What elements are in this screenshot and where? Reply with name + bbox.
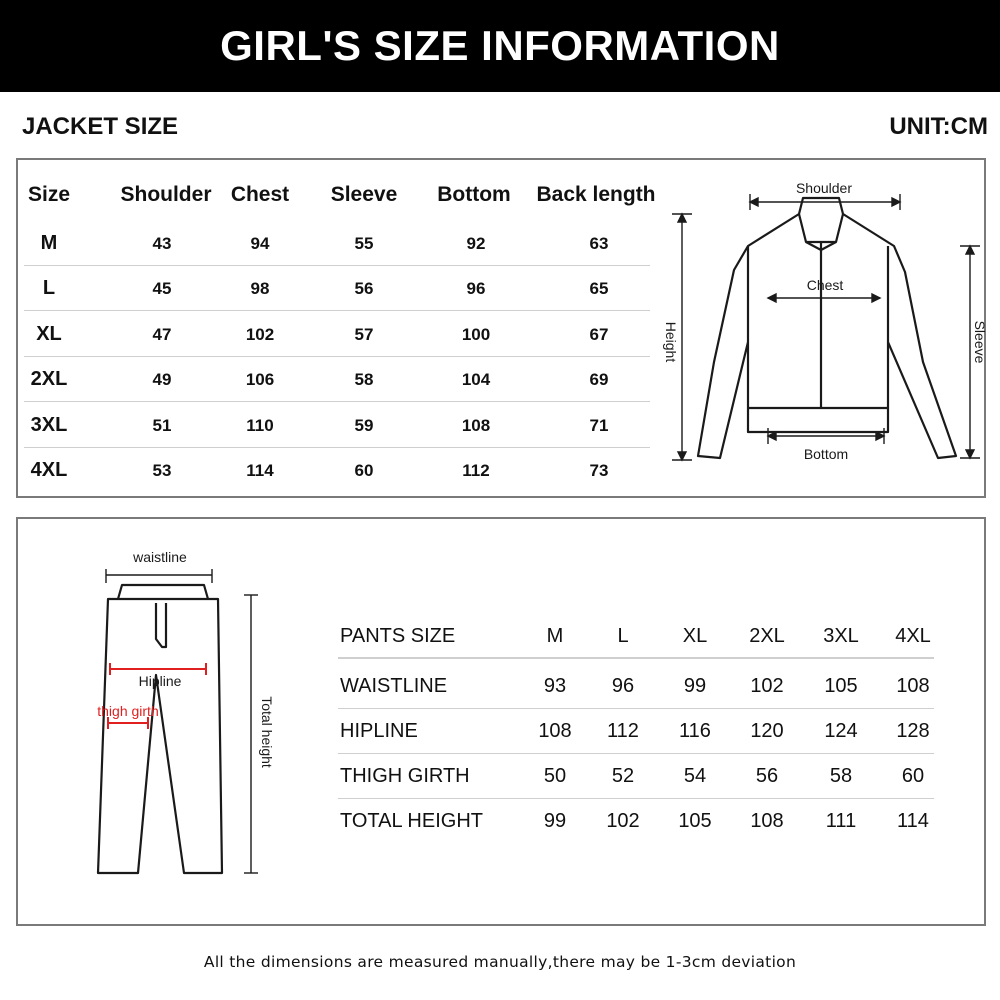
pants-row xyxy=(338,754,934,799)
jacket-size-cell: 4XL xyxy=(30,459,68,481)
jacket-value-cell: 67 xyxy=(589,324,609,344)
jacket-diagram xyxy=(662,174,988,484)
jacket-col-header: Chest xyxy=(230,182,290,206)
pants-row xyxy=(338,664,934,709)
jacket-row xyxy=(24,266,650,311)
shoulder-label: Shoulder xyxy=(795,180,853,196)
jacket-value-cell: 100 xyxy=(461,324,491,344)
chest-label: Chest xyxy=(806,277,844,293)
jacket-col-header: Bottom xyxy=(437,182,511,206)
total-height-label: Total height xyxy=(259,696,275,768)
page-title: GIRL'S SIZE INFORMATION xyxy=(220,22,780,69)
pants-value-cell: 99 xyxy=(543,810,567,832)
thigh-girth-label: thigh girth xyxy=(97,703,159,719)
pants-value-cell: 105 xyxy=(678,810,712,832)
jacket-size-cell: 3XL xyxy=(30,414,68,436)
jacket-value-cell: 60 xyxy=(354,460,374,480)
pants-value-cell: 116 xyxy=(679,720,711,742)
jacket-value-cell: 58 xyxy=(354,369,374,389)
jacket-value-cell: 92 xyxy=(466,233,486,253)
pants-value-cell: 105 xyxy=(824,675,858,697)
jacket-value-cell: 43 xyxy=(152,233,172,253)
pants-col-header: M xyxy=(546,625,564,647)
title-banner xyxy=(0,0,1000,92)
pants-row xyxy=(338,709,934,754)
pants-value-cell: 93 xyxy=(543,675,567,697)
jacket-value-cell: 55 xyxy=(354,233,374,253)
jacket-col-header: Size xyxy=(28,182,71,206)
pants-value-cell: 60 xyxy=(901,765,925,787)
jacket-col-header: Back length xyxy=(536,182,656,206)
jacket-row xyxy=(24,357,650,402)
pants-col-header: L xyxy=(617,625,629,647)
pants-value-cell: 58 xyxy=(829,765,853,787)
pants-measure-label: TOTAL HEIGHT xyxy=(340,810,483,832)
deviation-note: All the dimensions are measured manually,there may be 1-3cm deviation xyxy=(203,953,797,971)
pants-value-cell: 54 xyxy=(683,765,707,787)
pants-col-header: 4XL xyxy=(895,625,931,647)
pants-measure-label: THIGH GIRTH xyxy=(340,765,470,787)
jacket-value-cell: 57 xyxy=(354,324,374,344)
pants-value-cell: 50 xyxy=(543,765,567,787)
jacket-value-cell: 112 xyxy=(462,460,490,480)
jacket-table-header xyxy=(24,172,656,217)
jacket-value-cell: 114 xyxy=(246,460,274,480)
jacket-row xyxy=(24,403,650,448)
pants-value-cell: 111 xyxy=(825,810,857,832)
jacket-value-cell: 104 xyxy=(461,369,491,389)
jacket-value-cell: 49 xyxy=(152,369,172,389)
jacket-value-cell: 73 xyxy=(589,460,609,480)
jacket-value-cell: 71 xyxy=(589,415,609,435)
pants-value-cell: 108 xyxy=(896,675,930,697)
jacket-value-cell: 51 xyxy=(152,415,172,435)
jacket-size-cell: L xyxy=(42,277,56,299)
pants-measure-label: WAISTLINE xyxy=(340,675,448,697)
jacket-panel xyxy=(16,158,986,498)
pants-diagram xyxy=(78,539,288,879)
pants-value-cell: 99 xyxy=(683,675,707,697)
jacket-col-header: Shoulder xyxy=(120,182,212,206)
pants-value-cell: 96 xyxy=(611,675,635,697)
pants-measure-label: HIPLINE xyxy=(340,720,418,742)
unit-label: UNIT:CM xyxy=(889,113,988,140)
pants-col-header: 3XL xyxy=(823,625,859,647)
jacket-value-cell: 65 xyxy=(589,278,609,298)
height-label: Height xyxy=(663,321,679,363)
jacket-value-cell: 53 xyxy=(152,460,172,480)
bottom-label: Bottom xyxy=(803,446,849,462)
jacket-row xyxy=(24,221,650,266)
pants-row xyxy=(338,799,934,844)
pants-value-cell: 102 xyxy=(606,810,640,832)
jacket-section-label: JACKET SIZE xyxy=(22,113,179,140)
jacket-value-cell: 98 xyxy=(250,278,270,298)
pants-col-header: 2XL xyxy=(749,625,785,647)
pants-outline xyxy=(98,599,222,873)
jacket-outline xyxy=(698,198,956,458)
jacket-value-cell: 110 xyxy=(246,415,274,435)
jacket-size-cell: M xyxy=(40,232,58,254)
pants-panel xyxy=(16,517,986,926)
pants-col-header: PANTS SIZE xyxy=(340,625,456,647)
jacket-value-cell: 102 xyxy=(245,324,275,344)
jacket-value-cell: 106 xyxy=(245,369,275,389)
jacket-size-cell: 2XL xyxy=(30,368,68,390)
pants-value-cell: 108 xyxy=(538,720,572,742)
jacket-size-cell: XL xyxy=(36,323,62,345)
waistline-label: waistline xyxy=(133,549,187,565)
pants-value-cell: 114 xyxy=(897,810,929,832)
hipline-label: Hipline xyxy=(138,673,182,689)
jacket-value-cell: 45 xyxy=(152,278,172,298)
pants-value-cell: 120 xyxy=(750,720,784,742)
pants-value-cell: 56 xyxy=(755,765,779,787)
jacket-value-cell: 63 xyxy=(589,233,609,253)
pants-col-header: XL xyxy=(682,625,708,647)
jacket-value-cell: 47 xyxy=(152,324,172,344)
pants-value-cell: 102 xyxy=(750,675,784,697)
pants-table-header xyxy=(338,614,934,659)
jacket-value-cell: 108 xyxy=(461,415,491,435)
jacket-value-cell: 96 xyxy=(466,278,486,298)
jacket-row xyxy=(24,448,650,493)
jacket-value-cell: 59 xyxy=(354,415,374,435)
jacket-row xyxy=(24,312,650,357)
jacket-value-cell: 56 xyxy=(354,278,374,298)
jacket-value-cell: 69 xyxy=(589,369,609,389)
pants-value-cell: 112 xyxy=(607,720,639,742)
pants-value-cell: 128 xyxy=(896,720,930,742)
pants-value-cell: 108 xyxy=(750,810,784,832)
sleeve-label: Sleeve xyxy=(972,320,988,364)
pants-value-cell: 124 xyxy=(824,720,858,742)
jacket-value-cell: 94 xyxy=(250,233,270,253)
jacket-col-header: Sleeve xyxy=(330,182,398,206)
pants-value-cell: 52 xyxy=(611,765,635,787)
